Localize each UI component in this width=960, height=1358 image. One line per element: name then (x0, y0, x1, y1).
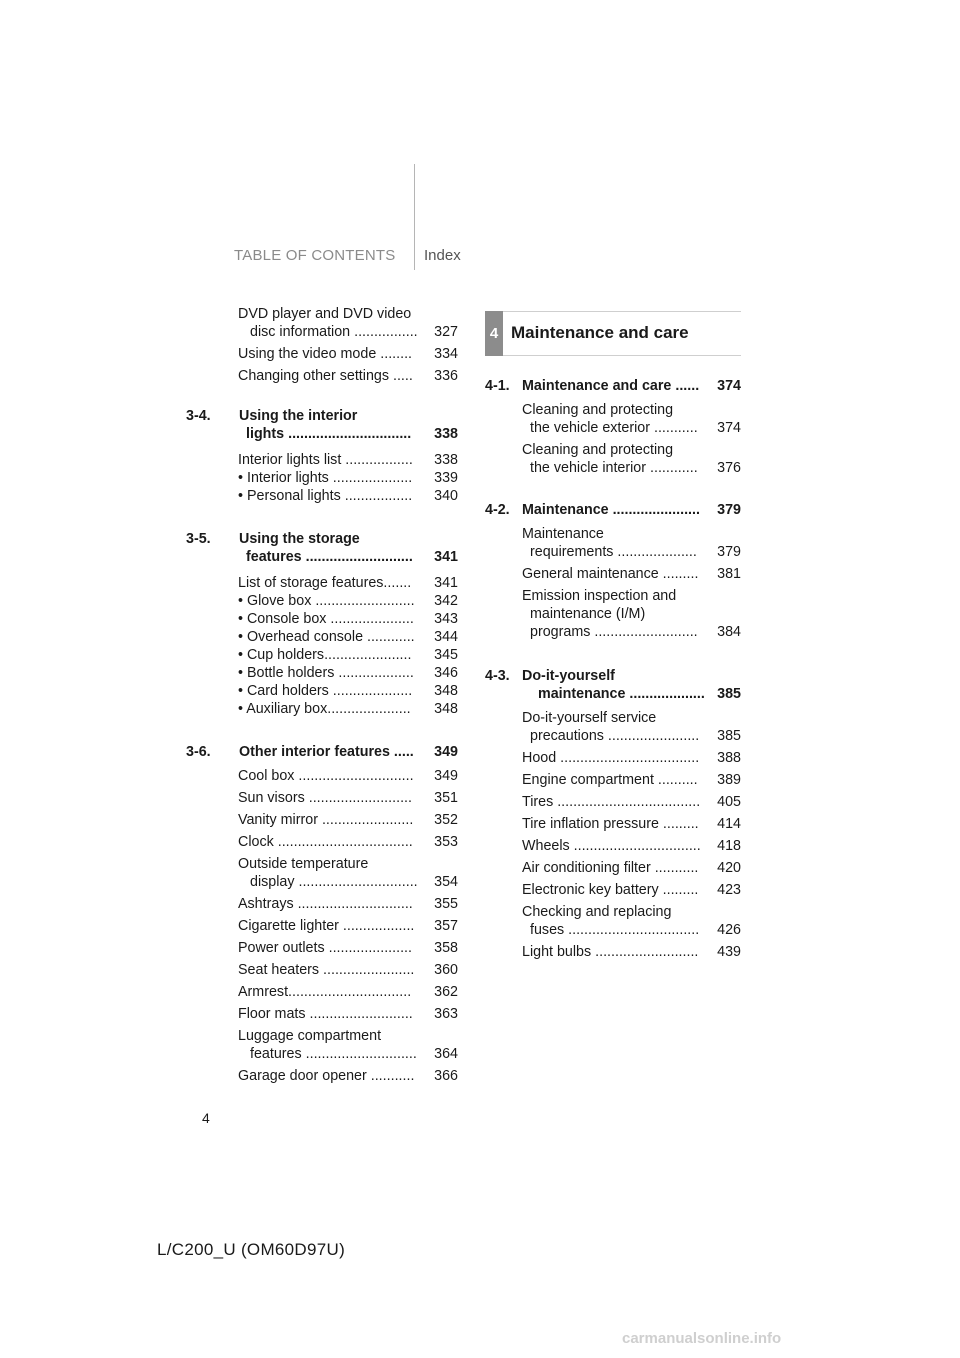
entry-page: 360 (434, 962, 458, 978)
section-title-cont: maintenance ................... (538, 686, 705, 702)
entry-page: 346 (434, 665, 458, 681)
toc-entry[interactable] (522, 587, 741, 641)
table-of-contents-link[interactable]: TABLE OF CONTENTS (234, 247, 396, 264)
entry-page: 339 (434, 470, 458, 486)
section-number: 4-2. (485, 502, 510, 518)
entry-page: 341 (434, 575, 458, 591)
entry-page: 374 (717, 420, 741, 436)
entry-page: 355 (434, 896, 458, 912)
entry-page: 388 (717, 750, 741, 766)
entry-page: 327 (434, 324, 458, 340)
section-number: 3-6. (186, 744, 211, 760)
entry-title: Power outlets ..................... (238, 940, 413, 956)
watermark: carmanualsonline.info (622, 1330, 782, 1347)
entry-title: Cigarette lighter .................. (238, 918, 415, 934)
entry-page: 405 (717, 794, 741, 810)
entry-title: Outside temperature (238, 856, 369, 872)
entry-page: 343 (434, 611, 458, 627)
entry-page: 439 (717, 944, 741, 960)
entry-page: 352 (434, 812, 458, 828)
section-title: Maintenance ...................... (522, 502, 700, 518)
entry-page: 353 (434, 834, 458, 850)
entry-page: 340 (434, 488, 458, 504)
entry-title-cont: the vehicle interior ............ (530, 460, 698, 476)
entry-page: 338 (434, 452, 458, 468)
toc-entry[interactable] (238, 1027, 458, 1063)
entry-page: 389 (717, 772, 741, 788)
entry-title: • Card holders .................... (238, 683, 413, 699)
entry-title-cont: maintenance (I/M) (530, 606, 646, 622)
entry-title-cont: requirements .................... (530, 544, 697, 560)
entry-title: Engine compartment .......... (522, 772, 698, 788)
heading-rule-bottom (503, 355, 741, 356)
entry-title: Cool box ............................. (238, 768, 414, 784)
entry-title: General maintenance ......... (522, 566, 699, 582)
entry-page: 418 (717, 838, 741, 854)
section-page: 349 (434, 744, 458, 760)
entry-page: 364 (434, 1046, 458, 1062)
entry-title-cont: fuses ................................. (530, 922, 700, 938)
entry-title: Changing other settings ..... (238, 368, 413, 384)
entry-page: 362 (434, 984, 458, 1000)
entry-page: 348 (434, 701, 458, 717)
section-page: 379 (717, 502, 741, 518)
section-title: Other interior features ..... (239, 744, 414, 760)
entry-title-cont: precautions ....................... (530, 728, 700, 744)
section-number: 4-3. (485, 668, 510, 684)
entry-title: Vanity mirror ....................... (238, 812, 414, 828)
entry-page: 423 (717, 882, 741, 898)
entry-title: Hood ................................... (522, 750, 700, 766)
section-number: 4-1. (485, 378, 510, 394)
entry-page: 385 (717, 728, 741, 744)
toc-entry[interactable] (238, 305, 458, 341)
chapter-title: Maintenance and care (511, 323, 689, 342)
entry-page: 381 (717, 566, 741, 582)
section-number: 3-4. (186, 408, 211, 424)
toc-entry[interactable] (522, 401, 741, 437)
section-title: Using the interior (239, 408, 358, 424)
entry-page: 426 (717, 922, 741, 938)
toc-entry[interactable] (238, 855, 458, 891)
entry-title: Tires .................................... (522, 794, 701, 810)
entry-page: 358 (434, 940, 458, 956)
entry-title: • Bottle holders ................... (238, 665, 414, 681)
entry-page: 342 (434, 593, 458, 609)
entry-page: 336 (434, 368, 458, 384)
toc-entry[interactable] (522, 903, 741, 939)
toc-entry[interactable] (238, 345, 458, 363)
entry-title: Checking and replacing (522, 904, 672, 920)
section-page: 385 (717, 686, 741, 702)
entry-title: Using the video mode ........ (238, 346, 413, 362)
entry-title-cont: display .............................. (250, 874, 418, 890)
entry-title: • Console box ..................... (238, 611, 414, 627)
entry-title: Luggage compartment (238, 1028, 382, 1044)
toc-entry[interactable] (522, 525, 741, 561)
entry-page: 354 (434, 874, 458, 890)
entry-title: • Cup holders...................... (238, 647, 412, 663)
entry-title: Seat heaters ....................... (238, 962, 415, 978)
entry-page: 344 (434, 629, 458, 645)
toc-entry[interactable] (522, 441, 741, 477)
section-page: 374 (717, 378, 741, 394)
entry-title-cont: disc information ................ (250, 324, 418, 340)
section-page: 338 (434, 426, 458, 442)
entry-page: 363 (434, 1006, 458, 1022)
entry-page: 351 (434, 790, 458, 806)
entry-title: Armrest............................... (238, 984, 412, 1000)
entry-title-cont: the vehicle exterior ........... (530, 420, 698, 436)
entry-page: 420 (717, 860, 741, 876)
entry-title: • Interior lights .................... (238, 470, 413, 486)
entry-title: Tire inflation pressure ......... (522, 816, 699, 832)
entry-title: • Personal lights ................. (238, 488, 413, 504)
entry-page: 376 (717, 460, 741, 476)
entry-page: 414 (717, 816, 741, 832)
entry-page: 334 (434, 346, 458, 362)
section-title-cont: lights ............................... (246, 426, 412, 442)
section-number: 3-5. (186, 531, 211, 547)
entry-title: Wheels ................................ (522, 838, 701, 854)
entry-title: Sun visors .......................... (238, 790, 412, 806)
heading-rule-top (503, 311, 741, 312)
section-page: 341 (434, 549, 458, 565)
entry-title: Ashtrays ............................. (238, 896, 413, 912)
entry-page: 357 (434, 918, 458, 934)
entry-title: Electronic key battery ......... (522, 882, 699, 898)
entry-title: Interior lights list ................. (238, 452, 413, 468)
toc-entry[interactable] (238, 367, 458, 385)
entry-page: 345 (434, 647, 458, 663)
chapter-heading[interactable] (503, 311, 741, 356)
entry-title: Emission inspection and (522, 588, 677, 604)
entry-title: List of storage features....... (238, 575, 412, 591)
entry-page: 384 (717, 624, 741, 640)
entry-title: Light bulbs .......................... (522, 944, 699, 960)
page-number: 4 (202, 1110, 210, 1126)
entry-title: • Glove box ......................... (238, 593, 415, 609)
section-heading-4-3[interactable] (485, 667, 741, 703)
entry-title-cont: features ............................ (250, 1046, 417, 1062)
entry-title: Garage door opener ........... (238, 1068, 415, 1084)
entry-page: 349 (434, 768, 458, 784)
section-title-cont: features ........................... (246, 549, 413, 565)
entry-title: Floor mats .......................... (238, 1006, 413, 1022)
entry-title: • Auxiliary box..................... (238, 701, 411, 717)
document-id: L/C200_U (OM60D97U) (157, 1240, 346, 1259)
chapter-badge: 4 (485, 311, 503, 356)
entry-title: Do-it-yourself service (522, 710, 657, 726)
section-heading-3-4[interactable] (186, 407, 458, 443)
entry-page: 348 (434, 683, 458, 699)
entry-title: Cleaning and protecting (522, 402, 674, 418)
entry-page: 379 (717, 544, 741, 560)
entry-page: 366 (434, 1068, 458, 1084)
entry-title: Air conditioning filter ........... (522, 860, 699, 876)
section-title: Maintenance and care ...... (522, 378, 700, 394)
section-title: Do-it-yourself (522, 668, 615, 684)
toc-entry[interactable] (522, 709, 741, 745)
nav-divider (414, 164, 415, 270)
section-title: Using the storage (239, 531, 360, 547)
entry-title-cont: programs .......................... (530, 624, 698, 640)
entry-title: Maintenance (522, 526, 604, 542)
entry-title: Cleaning and protecting (522, 442, 674, 458)
entry-title: DVD player and DVD video (238, 306, 412, 322)
entry-title: Clock .................................. (238, 834, 413, 850)
entry-title: • Overhead console ............ (238, 629, 415, 645)
section-heading-3-5[interactable] (186, 530, 458, 566)
index-link[interactable]: Index (424, 247, 461, 264)
